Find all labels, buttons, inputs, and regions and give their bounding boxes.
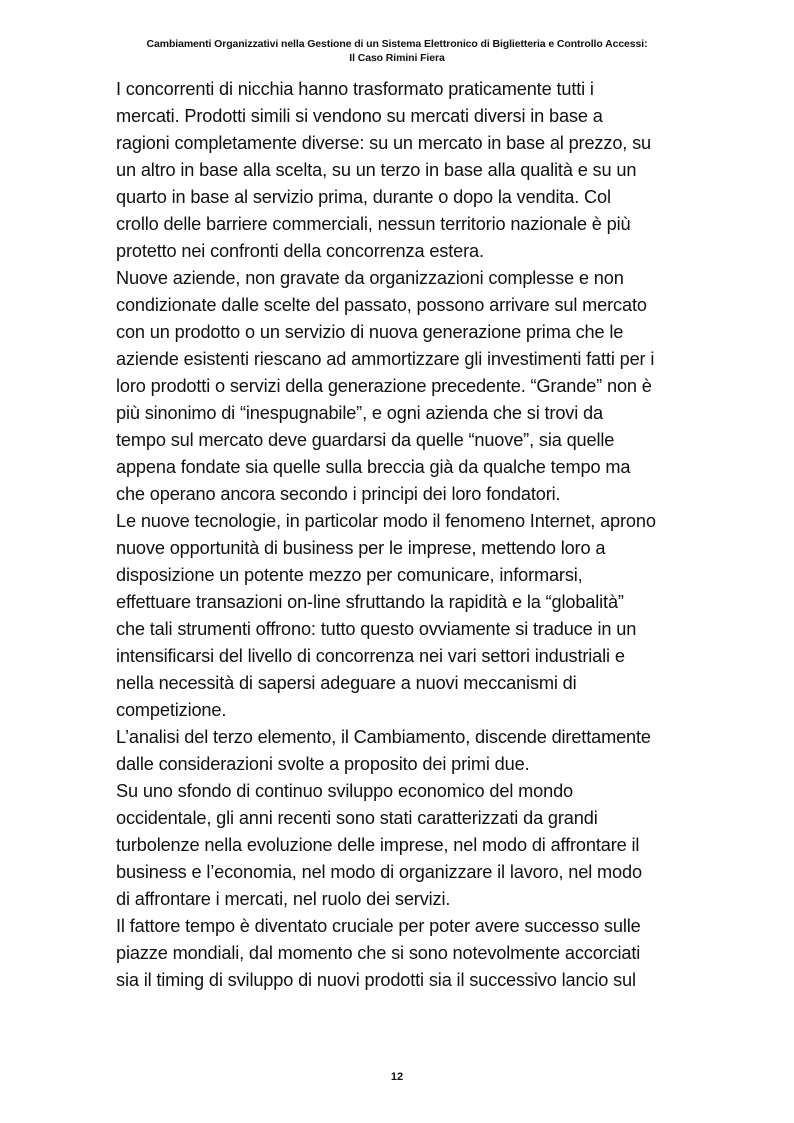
text-line: aziende esistenti riescano ad ammortizzare gli investimenti fatti per i <box>116 349 655 369</box>
text-line: nella necessità di sapersi adeguare a nuovi meccanismi di <box>116 673 577 693</box>
text-line: appena fondate sia quelle sulla breccia già da qualche tempo ma <box>116 457 631 477</box>
text-line: business e l’economia, nel modo di organizzare il lavoro, nel modo <box>116 862 642 882</box>
text-line: I concorrenti di nicchia hanno trasformato praticamente tutti i <box>116 79 594 99</box>
text-line: L’analisi del terzo elemento, il Cambiamento, discende direttamente <box>116 727 651 747</box>
text-line: intensificarsi del livello di concorrenza nei vari settori industriali e <box>116 646 625 666</box>
text-line: che tali strumenti offrono: tutto questo ovviamente si traduce in un <box>116 619 637 639</box>
text-line: dalle considerazioni svolte a proposito dei primi due. <box>116 754 530 774</box>
running-header <box>0 37 794 65</box>
text-line: effettuare transazioni on-line sfruttando la rapidità e la “globalità” <box>116 592 624 612</box>
text-line: crollo delle barriere commerciali, nessun territorio nazionale è più <box>116 214 631 234</box>
text-line: mercati. Prodotti simili si vendono su mercati diversi in base a <box>116 106 603 126</box>
text-line: Il fattore tempo è diventato cruciale per poter avere successo sulle <box>116 916 641 936</box>
text-line: che operano ancora secondo i principi dei loro fondatori. <box>116 484 561 504</box>
header-title-line-2: Il Caso Rimini Fiera <box>349 52 445 64</box>
text-line: competizione. <box>116 700 227 720</box>
text-line: sia il timing di sviluppo di nuovi prodotti sia il successivo lancio sul <box>116 970 636 990</box>
text-line: Nuove aziende, non gravate da organizzazioni complesse e non <box>116 268 624 288</box>
text-line: condizionate dalle scelte del passato, possono arrivare sul mercato <box>116 295 647 315</box>
text-line: quarto in base al servizio prima, durante o dopo la vendita. Col <box>116 187 611 207</box>
text-line: più sinonimo di “inespugnabile”, e ogni azienda che si trovi da <box>116 403 603 423</box>
text-line: Su uno sfondo di continuo sviluppo economico del mondo <box>116 781 574 801</box>
header-title-line-1: Cambiamenti Organizzativi nella Gestione di un Sistema Elettronico di Biglietteria e Controllo Accessi: <box>146 38 648 50</box>
page-number: 12 <box>390 1071 404 1083</box>
text-line: ragioni completamente diverse: su un mercato in base al prezzo, su <box>116 133 651 153</box>
text-line: tempo sul mercato deve guardarsi da quelle “nuove”, sia quelle <box>116 430 615 450</box>
text-line: con un prodotto o un servizio di nuova generazione prima che le <box>116 322 624 342</box>
text-line: protetto nei confronti della concorrenza estera. <box>116 241 484 261</box>
text-line: Le nuove tecnologie, in particolar modo il fenomeno Internet, aprono <box>116 511 656 531</box>
body-text <box>116 76 691 994</box>
text-line: di affrontare i mercati, nel ruolo dei servizi. <box>116 889 451 909</box>
text-line: piazze mondiali, dal momento che si sono notevolmente accorciati <box>116 943 641 963</box>
text-line: loro prodotti o servizi della generazione precedente. “Grande” non è <box>116 376 652 396</box>
text-line: un altro in base alla scelta, su un terzo in base alla qualità e su un <box>116 160 637 180</box>
text-line: disposizione un potente mezzo per comunicare, informarsi, <box>116 565 583 585</box>
text-line: nuove opportunità di business per le imprese, mettendo loro a <box>116 538 606 558</box>
text-line: turbolenze nella evoluzione delle imprese, nel modo di affrontare il <box>116 835 640 855</box>
text-line: occidentale, gli anni recenti sono stati caratterizzati da grandi <box>116 808 598 828</box>
